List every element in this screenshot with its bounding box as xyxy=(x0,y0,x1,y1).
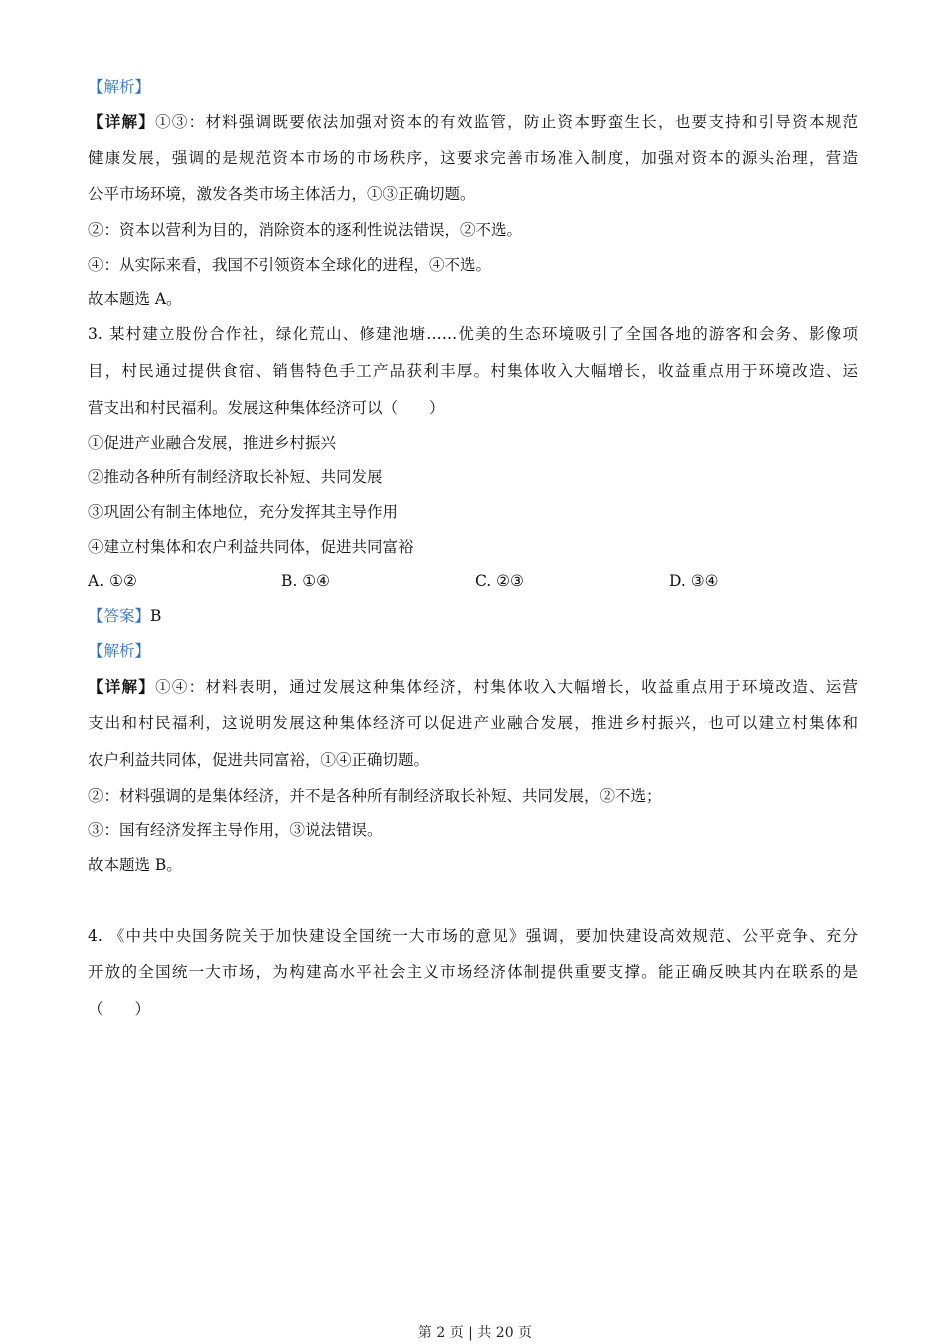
answer-line xyxy=(88,606,858,626)
question-stem-line: 目，村民通过提供食宿、销售特色手工产品获利丰厚。村集体收入大幅增长，收益重点用于环境改造、运 xyxy=(88,362,858,380)
option-b: B. ①④ xyxy=(281,572,331,590)
detail-paragraph-line: 【详解】①④：材料表明，通过发展这种集体经济，村集体收入大幅增长，收益重点用于环境改造、运营 xyxy=(88,677,858,696)
question-stem-line: 开放的全国统一大市场，为构建高水平社会主义市场经济体制提供重要支撑。能正确反映其内在联系的是 xyxy=(88,963,858,981)
detail-heading: 【详解】 xyxy=(88,112,156,131)
question-stem-line: 3. 某村建立股份合作社，绿化荒山、修建池塘……优美的生态环境吸引了全国各地的游客和会务、影像项 xyxy=(88,325,858,343)
option-c: C. ②③ xyxy=(475,572,524,590)
note-line: ②：材料强调的是集体经济，并不是各种所有制经济取长补短、共同发展，②不选； xyxy=(88,787,662,805)
note-line: ③：国有经济发挥主导作用，③说法错误。 xyxy=(88,821,383,839)
note-line: ④：从实际来看，我国不引领资本全球化的进程，④不选。 xyxy=(88,256,492,274)
option-a: A. ①② xyxy=(88,572,137,590)
statement-item: ②推动各种所有制经济取长补短、共同发展 xyxy=(88,468,383,486)
option-d: D. ③④ xyxy=(669,572,719,590)
answer-value: B xyxy=(150,607,162,625)
statement-item: ④建立村集体和农户利益共同体，促进共同富裕 xyxy=(88,538,414,556)
detail-paragraph-line: 健康发展，强调的是规范资本市场的市场秩序，这要求完善市场准入制度，加强对资本的源头治理，营造 xyxy=(88,149,858,167)
detail-paragraph-line: 公平市场环境，激发各类市场主体活力，①③正确切题。 xyxy=(88,185,476,203)
statement-item: ①促进产业融合发展，推进乡村振兴 xyxy=(88,434,337,452)
analysis-heading: 【解析】 xyxy=(88,642,151,660)
conclusion-line: 故本题选 A。 xyxy=(88,290,182,308)
note-line: ②：资本以营利为目的，消除资本的逐利性说法错误，②不选。 xyxy=(88,221,523,239)
statement-item: ③巩固公有制主体地位，充分发挥其主导作用 xyxy=(88,503,399,521)
page-footer: 第 2 页 | 共 20 页 xyxy=(417,1325,533,1341)
detail-paragraph-line: 【详解】①③：材料强调既要依法加强对资本的有效监管，防止资本野蛮生长，也要支持和引导资本规范 xyxy=(88,112,858,131)
question-stem-line: 4. 《中共中央国务院关于加快建设全国统一大市场的意见》强调，要加快建设高效规范、公平竞争、充分 xyxy=(88,927,858,945)
detail-paragraph-line: 支出和村民福利，这说明发展这种集体经济可以促进产业融合发展，推进乡村振兴，也可以建立村集体和 xyxy=(88,714,858,732)
detail-paragraph-line: 农户利益共同体，促进共同富裕，①④正确切题。 xyxy=(88,751,430,769)
answer-heading: 【答案】 xyxy=(88,607,151,625)
question-stem-line: 营支出和村民福利。发展这种集体经济可以（ ） xyxy=(88,399,445,417)
analysis-heading: 【解析】 xyxy=(88,78,151,96)
detail-heading: 【详解】 xyxy=(88,677,156,696)
question-stem-line: （ ） xyxy=(88,1000,151,1018)
conclusion-line: 故本题选 B。 xyxy=(88,856,182,874)
